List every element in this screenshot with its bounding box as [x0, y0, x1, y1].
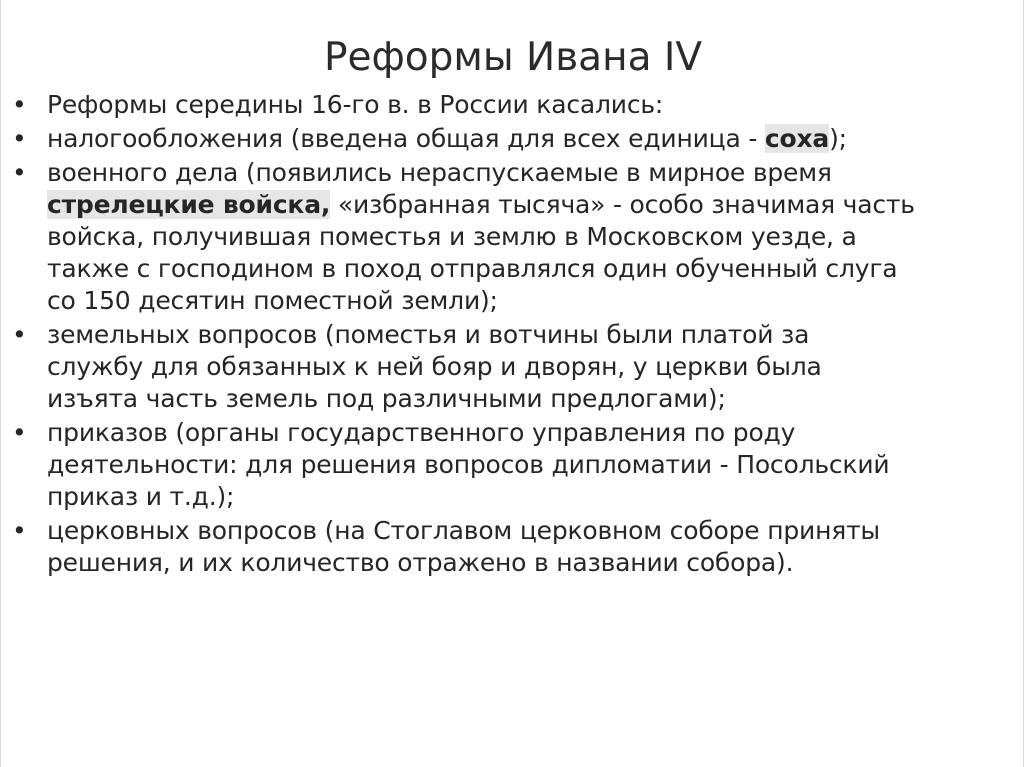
bullet-line	[47, 319, 1019, 351]
bullet-line	[47, 417, 1019, 449]
slide-title: Реформы Ивана IV	[323, 35, 703, 80]
bullet-text: церковных вопросов (на Стоглавом церковном соборе приняты	[47, 516, 880, 545]
bullet-item	[1, 515, 1024, 579]
bullet-line	[47, 449, 1019, 481]
highlighted-term: соха	[764, 124, 830, 153]
bullet-icon: •	[12, 320, 27, 349]
bullet-line	[47, 253, 1019, 285]
bullet-text: изъята часть земель под различными предлогами);	[47, 384, 726, 413]
bullet-text: деятельности: для решения вопросов дипломатии - Посольский	[47, 450, 890, 479]
bullet-text: военного дела (появились нераспускаемые в мирное время	[47, 158, 832, 187]
bullet-line	[47, 351, 1019, 383]
bullet-icon: •	[12, 516, 27, 545]
bullet-item	[1, 89, 1024, 121]
bullet-item	[1, 157, 1024, 317]
bullet-icon: •	[12, 124, 27, 153]
bullet-icon: •	[12, 158, 27, 187]
bullet-line	[47, 383, 1019, 415]
bullet-text: решения, и их количество отражено в названии собора).	[47, 548, 794, 577]
bullet-text: приказов (органы государственного управления по роду	[47, 418, 796, 447]
bullet-line	[47, 285, 1019, 317]
highlighted-term: стрелецкие войска,	[47, 190, 331, 219]
bullet-text: войска, получившая поместья и землю в Московском уезде, а	[47, 222, 857, 251]
bullet-text: «избранная тысяча» - особо значимая часть	[330, 190, 915, 219]
bullet-line	[47, 481, 1019, 513]
bullet-icon: •	[12, 418, 27, 447]
bullet-item	[1, 123, 1024, 155]
bullet-line	[47, 157, 1019, 189]
bullet-item	[1, 319, 1024, 415]
bullet-text: налогообложения (введена общая для всех единица -	[47, 124, 765, 153]
bullet-line	[47, 189, 1019, 221]
bullet-text: приказ и т.д.);	[47, 482, 235, 511]
bullet-list	[1, 89, 1024, 581]
bullet-text: );	[829, 124, 847, 153]
bullet-line	[47, 221, 1019, 253]
bullet-line	[47, 515, 1019, 547]
bullet-line	[47, 123, 1019, 155]
bullet-line	[47, 547, 1019, 579]
bullet-item	[1, 417, 1024, 513]
bullet-text: земельных вопросов (поместья и вотчины были платой за	[47, 320, 810, 349]
bullet-text: со 150 десятин поместной земли);	[47, 286, 498, 315]
bullet-text: службу для обязанных к ней бояр и дворян, у церкви была	[47, 352, 822, 381]
bullet-icon: •	[12, 90, 27, 119]
bullet-text: Реформы середины 16-го в. в России касались:	[47, 90, 664, 119]
bullet-text: также с господином в поход отправлялся один обученный слуга	[47, 254, 898, 283]
bullet-line	[47, 89, 1019, 121]
